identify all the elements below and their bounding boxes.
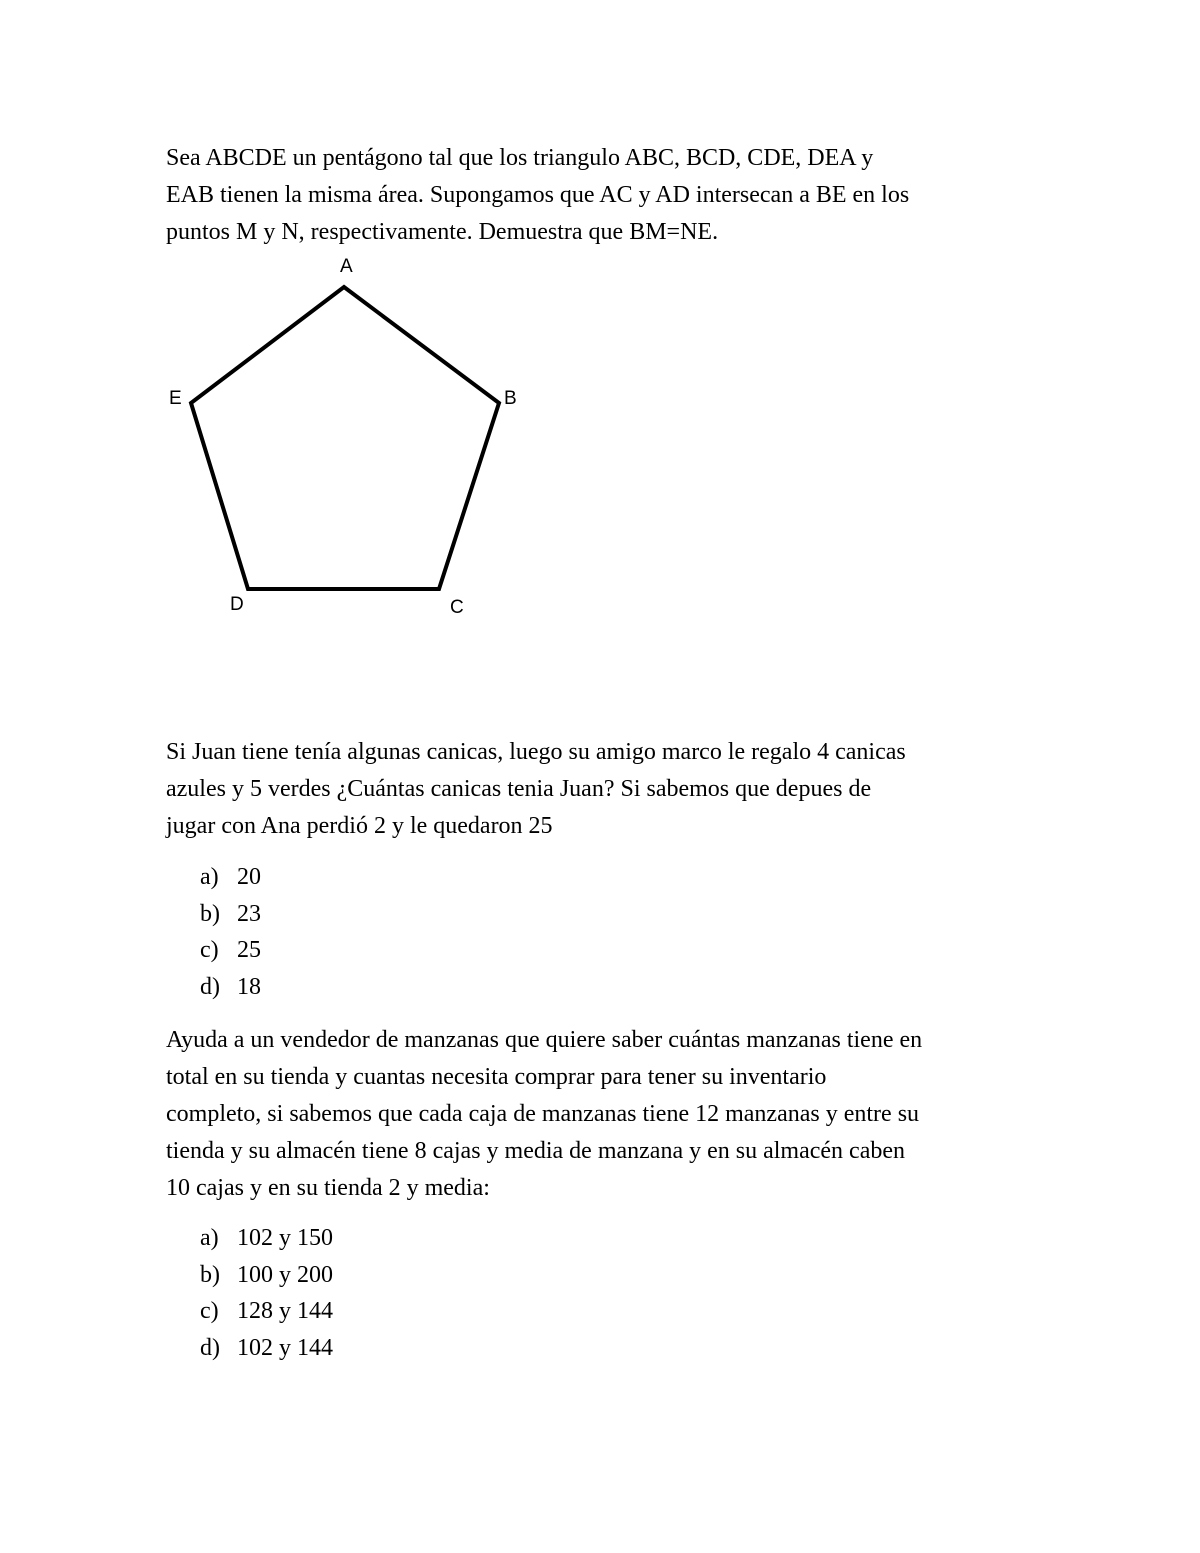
vertex-label-a: A — [340, 256, 353, 277]
option-text: 18 — [237, 973, 261, 1000]
pentagon-shape — [191, 287, 499, 589]
problem-1-line: Sea ABCDE un pentágono tal que los triangulo ABC, BCD, CDE, DEA y — [166, 145, 874, 171]
option-d — [200, 1330, 333, 1367]
option-c — [200, 1293, 333, 1330]
problem-1-line: EAB tienen la misma área. Supongamos que AC y AD intersecan a BE en los — [166, 182, 910, 208]
option-text: 102 y 150 — [237, 1225, 333, 1251]
problem-2-line: azules y 5 verdes ¿Cuántas canicas tenia Juan? Si sabemos que depues de — [166, 776, 872, 802]
option-text: 100 y 200 — [237, 1261, 333, 1288]
option-d — [200, 969, 261, 1006]
option-letter: c) — [200, 937, 219, 963]
problem-3-line: tienda y su almacén tiene 8 cajas y media de manzana y en su almacén caben — [166, 1138, 905, 1164]
option-a — [200, 1220, 333, 1257]
problem-3-line: completo, si sabemos que cada caja de manzanas tiene 12 manzanas y entre su — [166, 1101, 920, 1127]
problem-3-line: Ayuda a un vendedor de manzanas que quiere saber cuántas manzanas tiene en — [166, 1027, 923, 1053]
problem-2-options — [200, 859, 261, 1005]
option-b — [200, 896, 261, 933]
option-letter: d) — [200, 1334, 220, 1361]
option-letter: a) — [200, 864, 219, 890]
option-b — [200, 1257, 333, 1294]
problem-2-line: jugar con Ana perdió 2 y le quedaron 25 — [166, 813, 553, 839]
problem-3-line: total en su tienda y cuantas necesita comprar para tener su inventario — [166, 1064, 827, 1090]
option-letter: a) — [200, 1225, 219, 1251]
vertex-label-c: C — [450, 597, 464, 618]
option-c — [200, 932, 261, 969]
problem-3-options — [200, 1220, 333, 1366]
problem-3-line: 10 cajas y en su tienda 2 y media: — [166, 1175, 490, 1201]
problem-3-text — [166, 1022, 1046, 1207]
option-letter: d) — [200, 973, 220, 1000]
option-letter: c) — [200, 1298, 219, 1324]
option-text: 20 — [237, 864, 261, 890]
pentagon-figure — [160, 250, 540, 630]
option-text: 102 y 144 — [237, 1334, 333, 1361]
problem-1-text — [166, 140, 1046, 251]
option-text: 128 y 144 — [237, 1298, 333, 1324]
problem-2-line: Si Juan tiene tenía algunas canicas, luego su amigo marco le regalo 4 canicas — [166, 739, 906, 765]
option-a — [200, 859, 261, 896]
option-letter: b) — [200, 1261, 220, 1288]
problem-2-text — [166, 734, 1046, 845]
option-text: 25 — [237, 937, 261, 963]
vertex-label-d: D — [230, 594, 244, 615]
vertex-label-b: B — [504, 388, 517, 409]
problem-1-line: puntos M y N, respectivamente. Demuestra que BM=NE. — [166, 219, 719, 245]
option-letter: b) — [200, 900, 220, 927]
vertex-label-e: E — [169, 388, 182, 409]
option-text: 23 — [237, 900, 261, 927]
